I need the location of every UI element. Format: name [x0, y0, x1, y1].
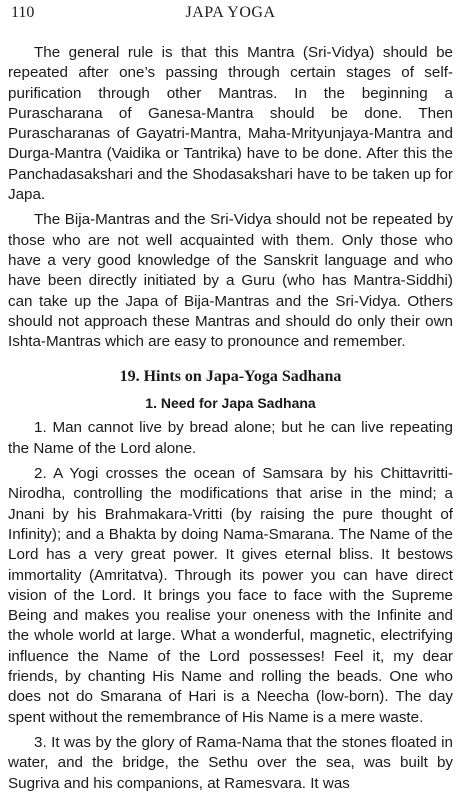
hint-paragraph-2: 2. A Yogi crosses the ocean of Samsara by his Chittavritti-Nirodha, controlling the modifications that arise in the mind; a Jnani by his Brahmakara-Vritti (by raising the pure thought of Infinity); and a Bhakta by doing Nama-Smarana. The Name of the Lord has a very great power. It gives eternal bliss. It bestows immortality (Amritatva). Through its power you can have direct vision of the Lord. It brings you face to face with the Supreme Being and makes you realise your oneness with the Infinite and the whole world at large. What a wonderful, magnetic, electrifying influence the Name of the Lord possesses! Feel it, my dear friends, by chanting His Name and rolling the beads. One who does not do Smarana of Hari is a Neecha (low-born). The day spent without the remembrance of His Name is a mere waste.	[8, 465, 453, 726]
section-heading: 19. Hints on Japa-Yoga Sadhana	[119, 368, 342, 386]
running-header	[8, 0, 453, 26]
running-title: JAPA YOGA	[185, 4, 276, 21]
hint-paragraph-3: 3. It was by the glory of Rama-Nama that the stones floated in water, and the bridge, the Sethu over the sea, was built by Sugriva and his companions, at Ramesvara. It was	[8, 733, 453, 792]
page-number: 110	[11, 4, 35, 21]
paragraph-sri-vidya-rule: The general rule is that this Mantra (Sri-Vidya) should be repeated after one’s passing through certain stages of self-purification through other Mantras. In the beginning a Purascharana of Ganesa-Mantra should be done. Then Purascharanas of Gayatri-Mantra, Maha-Mrityunjaya-Mantra and Durga-Mantra (Vaidika or Tantrika) have to be done. After this the Panchadasakshari and the Shodasakshari have to be taken up for Japa.	[8, 44, 453, 204]
sub-heading: 1. Need for Japa Sadhana	[145, 395, 316, 412]
paragraph-bija-mantras: The Bija-Mantras and the Sri-Vidya should not be repeated by those who are not well acquainted with them. Only those who have a very good knowledge of the Sanskrit language and who have been directly initiated by a Guru (who has Mantra-Siddhi) can take up the Japa of Bija-Mantras and the Sri-Vidya. Others should not approach these Mantras and should do only their own Ishta-Mantras which are easy to pronounce and remember.	[8, 211, 453, 351]
hint-paragraph-1: 1. Man cannot live by bread alone; but he can live repeating the Name of the Lord alone.	[8, 419, 453, 457]
page-body	[8, 43, 453, 794]
